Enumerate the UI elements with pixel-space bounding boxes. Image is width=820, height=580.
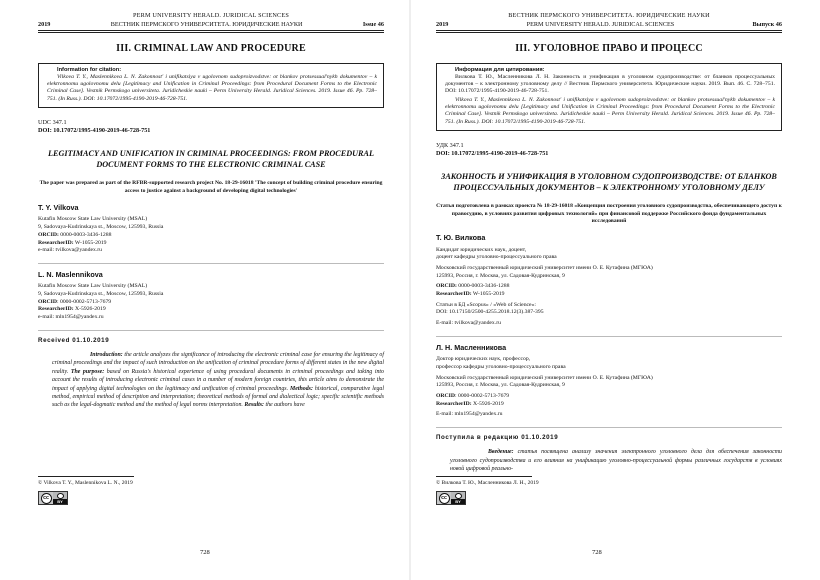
author-address: 9, Sadovaya-Kudrinskaya st., Moscow, 125993, Russia <box>38 224 164 231</box>
udc: УДК 347.1 <box>436 141 464 149</box>
divider <box>38 330 384 331</box>
author-orcid: ORCID: 0000-0003-3436-1288 <box>436 283 510 290</box>
author-degree: Доктор юридических наук, профессор, <box>436 356 531 363</box>
by-label: BY <box>451 499 465 504</box>
author-name: Т. Ю. Вилкова <box>436 233 486 243</box>
running-header-top: PERM UNIVERSITY HERALD. JURIDICAL SCIENCES <box>133 12 289 19</box>
author-email[interactable]: e-mail: mln1954@yandex.ru <box>38 314 104 321</box>
author-researcherid: ResearcherID: X-5926-2019 <box>38 306 106 313</box>
citation-title: Информация для цитирования: <box>455 66 545 73</box>
funding-note: The paper was prepared as part of the RFBR-supported research project No. 18-29-16018 'The concept of building criminal procedure ensuring access to justice against a background of developing digital technologies' <box>39 180 383 194</box>
author-name: Л. Н. Масленникова <box>436 342 507 352</box>
header-center: PERM UNIVERSITY HERALD. JURIDICAL SCIENCES <box>526 21 675 29</box>
section-title: III. УГОЛОВНОЕ ПРАВО И ПРОЦЕСС <box>515 43 703 55</box>
citation-box <box>38 63 384 108</box>
running-header-top: ВЕСТНИК ПЕРМСКОГО УНИВЕРСИТЕТА. ЮРИДИЧЕСКИЕ НАУКИ <box>508 12 710 19</box>
citation-title: Information for citation: <box>57 66 122 73</box>
author-block <box>38 203 384 255</box>
header-rule <box>38 32 384 33</box>
author-researcherid: ResearcherID: W-1055-2019 <box>436 291 505 298</box>
doi-link[interactable]: DOI: 10.17072/1995-4190-2019-46-728-751 <box>38 127 151 135</box>
author-address: 9, Sadovaya-Kudrinskaya st., Moscow, 125993, Russia <box>38 291 164 298</box>
author-affiliation: Московский государственный юридический университет имени О. Е. Кутафина (МГЮА) <box>436 264 653 271</box>
section-title: III. CRIMINAL LAW AND PROCEDURE <box>116 43 306 55</box>
copyright: © Вилкова Т. Ю., Масленникова Л. Н., 2019 <box>436 480 539 486</box>
author-orcid: ORCID: 0000-0002-5713-7679 <box>436 393 510 400</box>
header-issue: Issue 46 <box>362 21 384 29</box>
divider <box>38 263 384 264</box>
author-block <box>38 270 384 322</box>
citation-text-ru: Вилкова Т. Ю., Масленникова Л. Н. Законность и унификация в уголовном судопроизводстве: от бланков процессуальных документов – к электронному уголовному делу // Вестник Пермского университета. Юридические науки. 2019. Вып. 46. C. 728–751. DOI: 10.17072/1995-4190-2019-46-728-751. <box>445 73 775 95</box>
cc-by-license-icon[interactable] <box>436 491 466 505</box>
running-header <box>38 20 384 31</box>
author-orcid: ORCID: 0000-0003-3436-1288 <box>38 231 112 238</box>
author-email[interactable]: E-mail: tvilkova@yandex.ru <box>436 320 501 327</box>
citation-text: Vilkova T. Y., Maslennikova L. N. Zakonnost' i unifikatsiya v ugolovnom sudoproizvodstve: ot blankov protsessual'nykh dokumentov – k elektronnomu ugolovnomu delu [Legitimacy and Unification in Criminal Proceedings: from Procedural Document Forms to the Electronic Criminal Case]. Vestnik Permskogo universiteta. Juridicheskie nauki – Perm University Herald. Juridical Sciences. 2019. Issue 46. Pp. 728–751. (In Russ.). DOI: 10.17072/1995-4190-2019-46-728-751. <box>47 73 377 102</box>
abstract: Введение: статья посвящена анализу значения электронного уголовного дела для обеспечения законности уголовного судопроизводства и его влияния на унификацию уголовно-процессуальной формы различных государств в условиях новой цифровой реально- <box>450 449 782 473</box>
author-affiliation: Kutafin Moscow State Law University (MSAL) <box>38 283 148 290</box>
citation-box <box>436 63 782 131</box>
running-header <box>436 20 782 31</box>
author-researcherid: ResearcherID: W-1055-2019 <box>38 239 107 246</box>
author-scopus: Статьи в БД «Scopus» / «Web of Science»: <box>436 301 537 308</box>
footnote-rule <box>436 476 532 477</box>
article-title: ЗАКОННОСТЬ И УНИФИКАЦИЯ В УГОЛОВНОМ СУДОПРОИЗВОДСТВЕ: ОТ БЛАНКОВ ПРОЦЕССУАЛЬНЫХ ДОКУМЕНТОВ – К ЭЛЕКТРОННОМУ УГОЛОВНОМУ ДЕЛУ <box>441 172 777 192</box>
author-affiliation: Kutafin Moscow State Law University (MSAL) <box>38 216 148 223</box>
footnote-rule <box>38 476 134 477</box>
author-position: профессор кафедры уголовно-процессуального права <box>436 363 566 370</box>
divider <box>436 336 782 337</box>
author-orcid: ORCID: 0000-0002-5713-7679 <box>38 298 112 305</box>
author-name: T. Y. Vilkova <box>38 202 79 212</box>
cc-by-license-icon[interactable] <box>38 491 68 505</box>
divider <box>436 427 782 428</box>
author-address: 125993, Россия, г. Москва, ул. Садовая-Кудринская, 9 <box>436 272 565 279</box>
cc-icon: cc <box>439 493 450 504</box>
author-scopus-doi[interactable]: DOI: 10.17150/2500-4255.2018.12(3).387-395 <box>436 309 544 316</box>
right-page <box>410 0 820 580</box>
header-issue: Выпуск 46 <box>752 21 782 29</box>
page-number: 728 <box>592 549 602 556</box>
author-degree: Кандидат юридических наук, доцент, <box>436 246 527 253</box>
header-rule <box>436 32 782 33</box>
copyright: © Vilkova T. Y., Maslennikova L. N., 2019 <box>38 480 133 486</box>
citation-text-en: Vilkova T. Y., Maslennikova L. N. Zakonnost' i unifikatsiya v ugolovnom sudoproizvodstve: ot blankov protsessual'nykh dokumentov – k elektronnomu ugolovnomu delu [Legitimacy and Unification in Criminal Proceedings: from Procedural Document Forms to the Electronic Criminal Case]. Vestnik Permskogo universiteta. Juridicheskie nauki – Perm University Herald. Juridical Sciences. 2019. Issue 46. Pp. 728–751. (In Russ.). DOI: 10.17072/1995-4190-2019-46-728-751. <box>445 96 775 125</box>
funding-note: Статья подготовлена в рамках проекта № 18-29-16018 «Концепция построения уголовного судопроизводства, обеспечивающего доступ к правосудию, в условиях развития цифровых технологий» при финансовой поддержке Российского фонда фундаментальных исследований <box>436 203 782 224</box>
doi-link[interactable]: DOI: 10.17072/1995-4190-2019-46-728-751 <box>436 150 549 158</box>
author-address: 125993, Россия, г. Москва, ул. Садовая-Кудринская, 9 <box>436 382 565 389</box>
author-block <box>436 233 782 328</box>
article-title: LEGITIMACY AND UNIFICATION IN CRIMINAL PROCEEDINGS: FROM PROCEDURAL DOCUMENT FORMS TO THE ELECTRONIC CRIMINAL CASE <box>48 149 374 169</box>
author-email[interactable]: e-mail: tvilkova@yandex.ru <box>38 247 102 254</box>
author-position: доцент кафедры уголовно-процессуального права <box>436 254 557 261</box>
author-affiliation: Московский государственный юридический университет имени О. Е. Кутафина (МГЮА) <box>436 374 653 381</box>
author-email[interactable]: E-mail: mln1954@yandex.ru <box>436 411 503 418</box>
header-center: ВЕСТНИК ПЕРМСКОГО УНИВЕРСИТЕТА. ЮРИДИЧЕСКИЕ НАУКИ <box>110 21 303 29</box>
author-name: L. N. Maslennikova <box>38 269 103 279</box>
received-date: Received 01.10.2019 <box>38 336 110 344</box>
author-researcherid: ResearcherID: X-5926-2019 <box>436 400 504 407</box>
by-label: BY <box>53 499 67 504</box>
header-year: 2019 <box>38 21 51 29</box>
received-date: Поступила в редакцию 01.10.2019 <box>436 434 559 442</box>
page-number: 728 <box>200 549 210 556</box>
author-block <box>436 343 782 419</box>
header-year: 2019 <box>436 21 449 29</box>
cc-icon: cc <box>41 493 52 504</box>
udc: UDC 347.1 <box>38 119 67 127</box>
abstract: Introduction: the article analyzes the significance of introducing the electronic criminal case for ensuring the legitimacy of criminal proceedings and the impact of such introduction on the unification of criminal procedure forms of different states in the new digital reality. The purpose: based on Russia's historical experience of using procedural documents in criminal proceedings and taking into account the results of introducing electronic criminal cases in a number of modern foreign countries, this article aims to demonstrate the impact of applying digital technologies on the legitimacy and unification of criminal proceedings. Methods: historical, comparative legal method, empirical method of description and interpretation; theoretical methods of formal and dialectical logic; specific scientific methods such as the legal-dogmatic method and the method of legal norms interpretation. Results: the authors have <box>52 352 384 409</box>
